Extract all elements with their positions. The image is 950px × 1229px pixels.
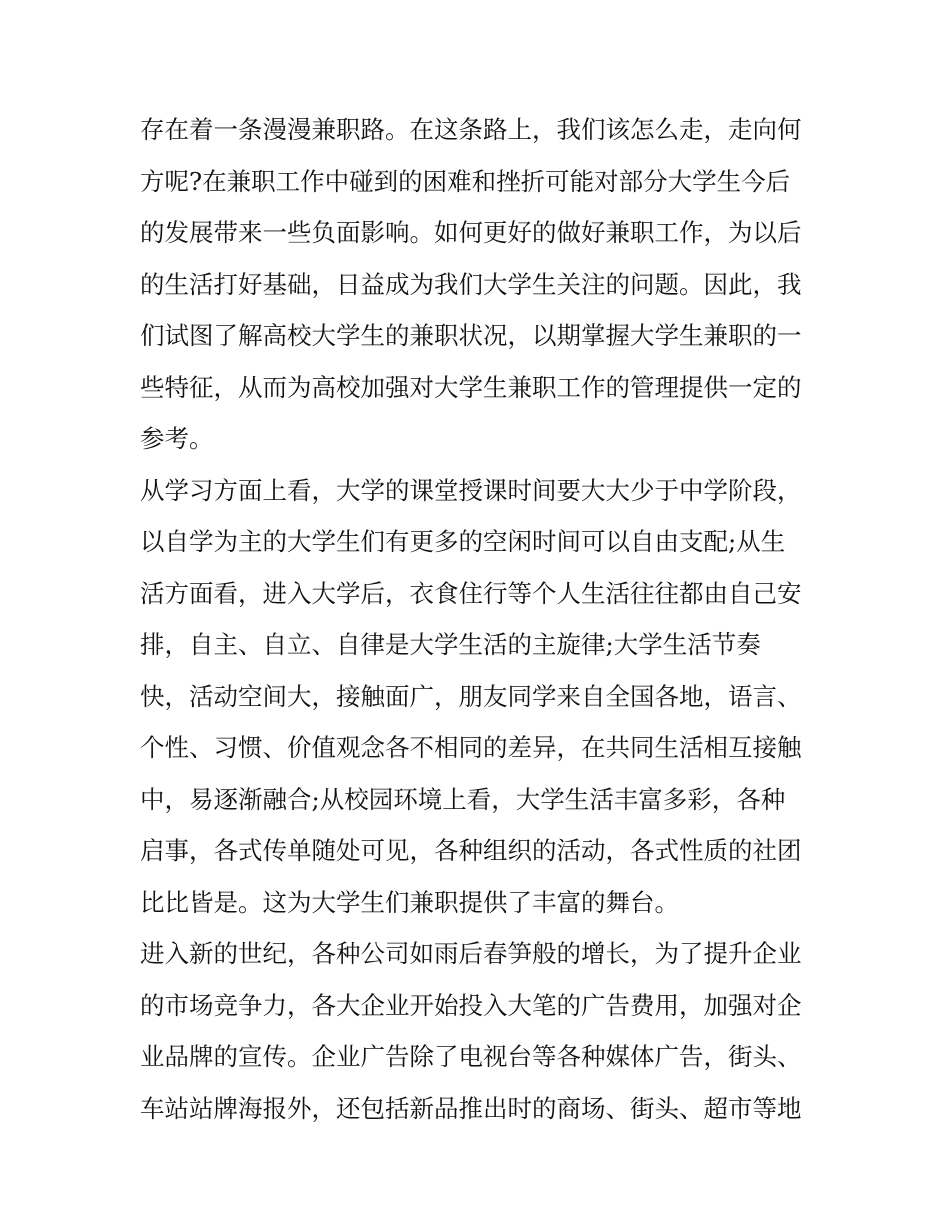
text-line: 车站站牌海报外，还包括新品推出时的商场、街头、超市等地 bbox=[140, 1093, 802, 1123]
text-line: 些特征，从而为高校加强对大学生兼职工作的管理提供一定的 bbox=[140, 372, 802, 402]
body-text bbox=[140, 104, 820, 1134]
text-line: 参考。 bbox=[140, 424, 214, 453]
text-line: 存在着一条漫漫兼职路。在这条路上，我们该怎么走，走向何 bbox=[140, 115, 802, 144]
text-line: 快，活动空间大，接触面广，朋友同学来自全国各地，语言、 bbox=[140, 681, 802, 711]
text-line: 的市场竞争力，各大企业开始投入大笔的广告费用，加强对企 bbox=[140, 990, 802, 1020]
text-line: 个性、习惯、价值观念各不相同的差异，在共同生活相互接触 bbox=[140, 733, 802, 762]
text-line: 以自学为主的大学生们有更多的空闲时间可以自由支配;从生 bbox=[140, 527, 786, 556]
text-line: 启事，各式传单随处可见，各种组织的活动，各式性质的社团 bbox=[140, 836, 802, 865]
text-line: 排，自主、自立、自律是大学生活的主旋律;大学生活节奏 bbox=[140, 630, 761, 659]
text-line: 比比皆是。这为大学生们兼职提供了丰富的舞台。 bbox=[140, 887, 679, 917]
text-line: 中，易逐渐融合;从校园环境上看，大学生活丰富多彩，各种 bbox=[140, 784, 786, 814]
text-line: 方呢?在兼职工作中碰到的困难和挫折可能对部分大学生今后 bbox=[140, 166, 791, 196]
text-line: 从学习方面上看，大学的课堂授课时间要大大少于中学阶段， bbox=[140, 475, 802, 505]
text-line: 们试图了解高校大学生的兼职状况，以期掌握大学生兼职的一 bbox=[140, 321, 802, 350]
text-line: 的发展带来一些负面影响。如何更好的做好兼职工作，为以后 bbox=[140, 218, 802, 247]
text-line: 进入新的世纪，各种公司如雨后春笋般的增长，为了提升企业 bbox=[140, 939, 802, 968]
text-line: 的生活打好基础，日益成为我们大学生关注的问题。因此，我 bbox=[140, 269, 802, 299]
text-line: 活方面看，进入大学后，衣食住行等个人生活往往都由自己安 bbox=[140, 578, 802, 608]
text-line: 业品牌的宣传。企业广告除了电视台等各种媒体广告，街头、 bbox=[140, 1042, 802, 1071]
